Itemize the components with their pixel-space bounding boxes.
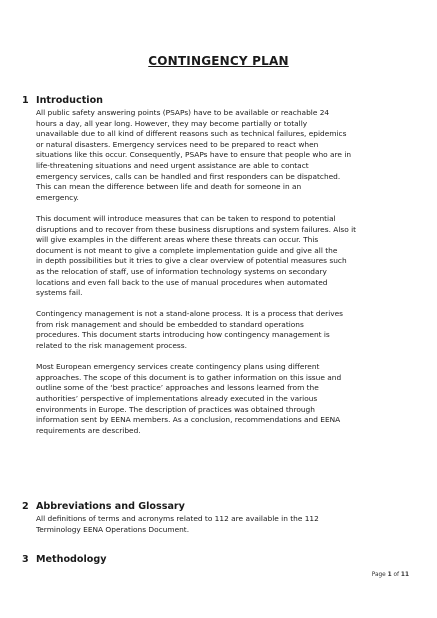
section-title: Introduction bbox=[36, 95, 103, 106]
section-heading bbox=[22, 500, 417, 514]
paragraph: All definitions of terms and acronyms related to 112 are available in the 112 Terminology EENA Operations Document. bbox=[36, 514, 319, 534]
section-title: Abbreviations and Glossary bbox=[36, 501, 185, 512]
page-total: 11 bbox=[400, 572, 409, 578]
section-number: 2 bbox=[22, 501, 29, 512]
paragraph: Contingency management is not a stand-alone process. It is a process that derives from risk management and should be embedded to standard operations procedures. This document starts introducing how contingency management is related to the risk management process. bbox=[36, 309, 344, 351]
section-number: 3 bbox=[22, 554, 29, 565]
page-word: Page bbox=[371, 572, 386, 578]
section-body bbox=[36, 108, 417, 436]
paragraph: Most European emergency services create contingency plans using different approaches. The scope of this document is to gather information on this issue and outline some of the ‘best practice’ approaches and lessons learned from the authorities’ perspective of implementations already executed in the various environments in Europe. The description of practices was obtained through information sent by EENA members. As a conclusion, recommendations and EENA requirements are described. bbox=[36, 362, 342, 435]
page-number bbox=[372, 572, 409, 578]
section-number: 1 bbox=[22, 95, 29, 106]
page-of: of bbox=[393, 572, 400, 578]
section-heading bbox=[22, 553, 417, 567]
page-title: CONTINGENCY PLAN bbox=[148, 54, 289, 68]
section-heading bbox=[22, 94, 417, 108]
section-methodology bbox=[22, 553, 417, 567]
paragraph: All public safety answering points (PSAPs) have to be available or reachable 24 hours a day, all year long. However, they may become partially or totally unavailable due to all kind of different reasons such as technical failures, epidemics or natural disasters. Emergency services need to be prepared to react when situations like this occur. Consequently, PSAPs have to ensure that people who are in life-threatening situations and need urgent assistance are able to contact emergency services, calls can be handled and first responders can be dispatched. This can mean the difference between life and death for someone in an emergency. bbox=[36, 108, 352, 202]
paragraph: This document will introduce measures that can be taken to respond to potential disruptions and to recover from these business disruptions and system failures. Also it will give examples in the different areas where these threats can occur. This document is not meant to give a complete implementation guide and give all the in depth possibilities but it tries to give a clear overview of potential measures such as the relocation of staff, use of information technology systems on secondary locations and even fall back to the use of manual procedures when automated systems fail. bbox=[36, 213, 357, 298]
section-title: Methodology bbox=[36, 554, 107, 565]
page-current: 1 bbox=[387, 572, 392, 578]
section-abbreviations bbox=[22, 500, 417, 535]
section-introduction bbox=[22, 94, 417, 436]
section-body bbox=[36, 514, 417, 535]
